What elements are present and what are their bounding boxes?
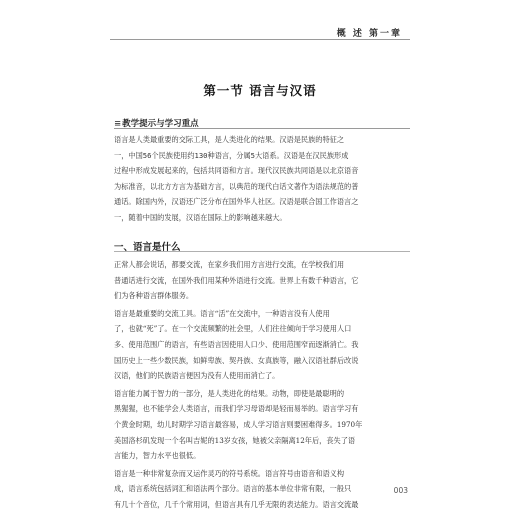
page-number: 003	[393, 486, 408, 495]
body-line: 美国洛杉矶发现一个名叫吉妮的13岁女孩，她被父亲隔离12年后，丧失了语	[114, 435, 356, 445]
body-line: 们为各种语言群体服务。	[114, 291, 194, 301]
body-line: 国历史上一些少数民族，如鲜卑族、契丹族、女真族等，融入汉语社群后改说	[114, 355, 359, 365]
body-line: 有几十个音位，几千个常用词，但语言具有几乎无限的表达能力。语言交流最	[114, 499, 359, 509]
body-text	[114, 257, 410, 513]
tip-rule	[114, 128, 410, 129]
tip-line: 一，中国56个民族使用约130种语言，分属5大语系。汉语是在汉民族形成	[114, 150, 349, 160]
body-line: 语言是一种非常复杂而又运作灵巧的符号系统。语言符号由语音和语义构	[114, 468, 345, 478]
running-header: 概 述 第一章	[336, 29, 402, 39]
body-line: 语言是最重要的交流工具。语言“活”在交流中，一种语言没有人使用	[114, 308, 330, 318]
section-title: 第一节 语言与汉语	[203, 83, 317, 98]
list-mark-icon: ≡	[114, 119, 122, 129]
tip-line: 为标准音，以北方方言为基础方言，以典范的现代白话文著作为语法规范的普	[114, 181, 359, 191]
tip-line: 通话。除国内外，汉语还广泛分布在国外华人社区。汉语是联合国工作语言之	[114, 197, 359, 207]
body-line: 汉语，他们的民族语言便因为没有人使用而消亡了。	[114, 371, 280, 381]
tip-line: 过程中形成发展起来的，包括共同语和方言。现代汉民族共同语是以北京语音	[114, 166, 359, 176]
tip-line: 语言是人类最重要的交际工具，是人类进化的结果。汉语是民族的特征之	[114, 135, 345, 144]
subsection-rule	[114, 251, 410, 252]
body-line: 正常人都会说话，都要交流，在家乡我们用方言进行交流，在学校我们用	[114, 260, 345, 269]
subsection-title: 一、语言是什么	[114, 242, 181, 253]
body-line: 多、使用范围广的语言，有些语言因使用人口少、使用范围窄而逐渐消亡。我	[114, 339, 359, 349]
teaching-tips-heading-text: 教学提示与学习重点	[122, 119, 199, 129]
body-line: 普通话进行交流，在国外我们用某种外语进行交流。世界上有数千种语言，它	[114, 275, 359, 285]
teaching-tips-text	[114, 132, 410, 226]
body-line: 黑猩猩，也不能学会人类语言，而我们学习母语却是轻而易举的。语言学习有	[114, 404, 359, 414]
body-line: 了，也就“死”了。在一个交流频繁的社会里，人们往往倾向于学习使用人口	[114, 324, 352, 334]
header-rule	[110, 39, 410, 40]
tip-line: 一，随着中国的发展，汉语在国际上的影响越来越大。	[114, 212, 287, 222]
body-line: 语言能力属于智力的一部分，是人类进化的结果。动物，即使是最聪明的	[114, 388, 345, 398]
body-line: 言能力，智力水平也很低。	[114, 451, 201, 461]
body-line: 成，语言系统包括词汇和语法两个部分。语言的基本单位非常有限，一般只	[114, 484, 352, 494]
body-line: 个黄金时期，幼儿时期学习语言最容易，成人学习语言则要困难得多。1970年	[114, 419, 363, 429]
